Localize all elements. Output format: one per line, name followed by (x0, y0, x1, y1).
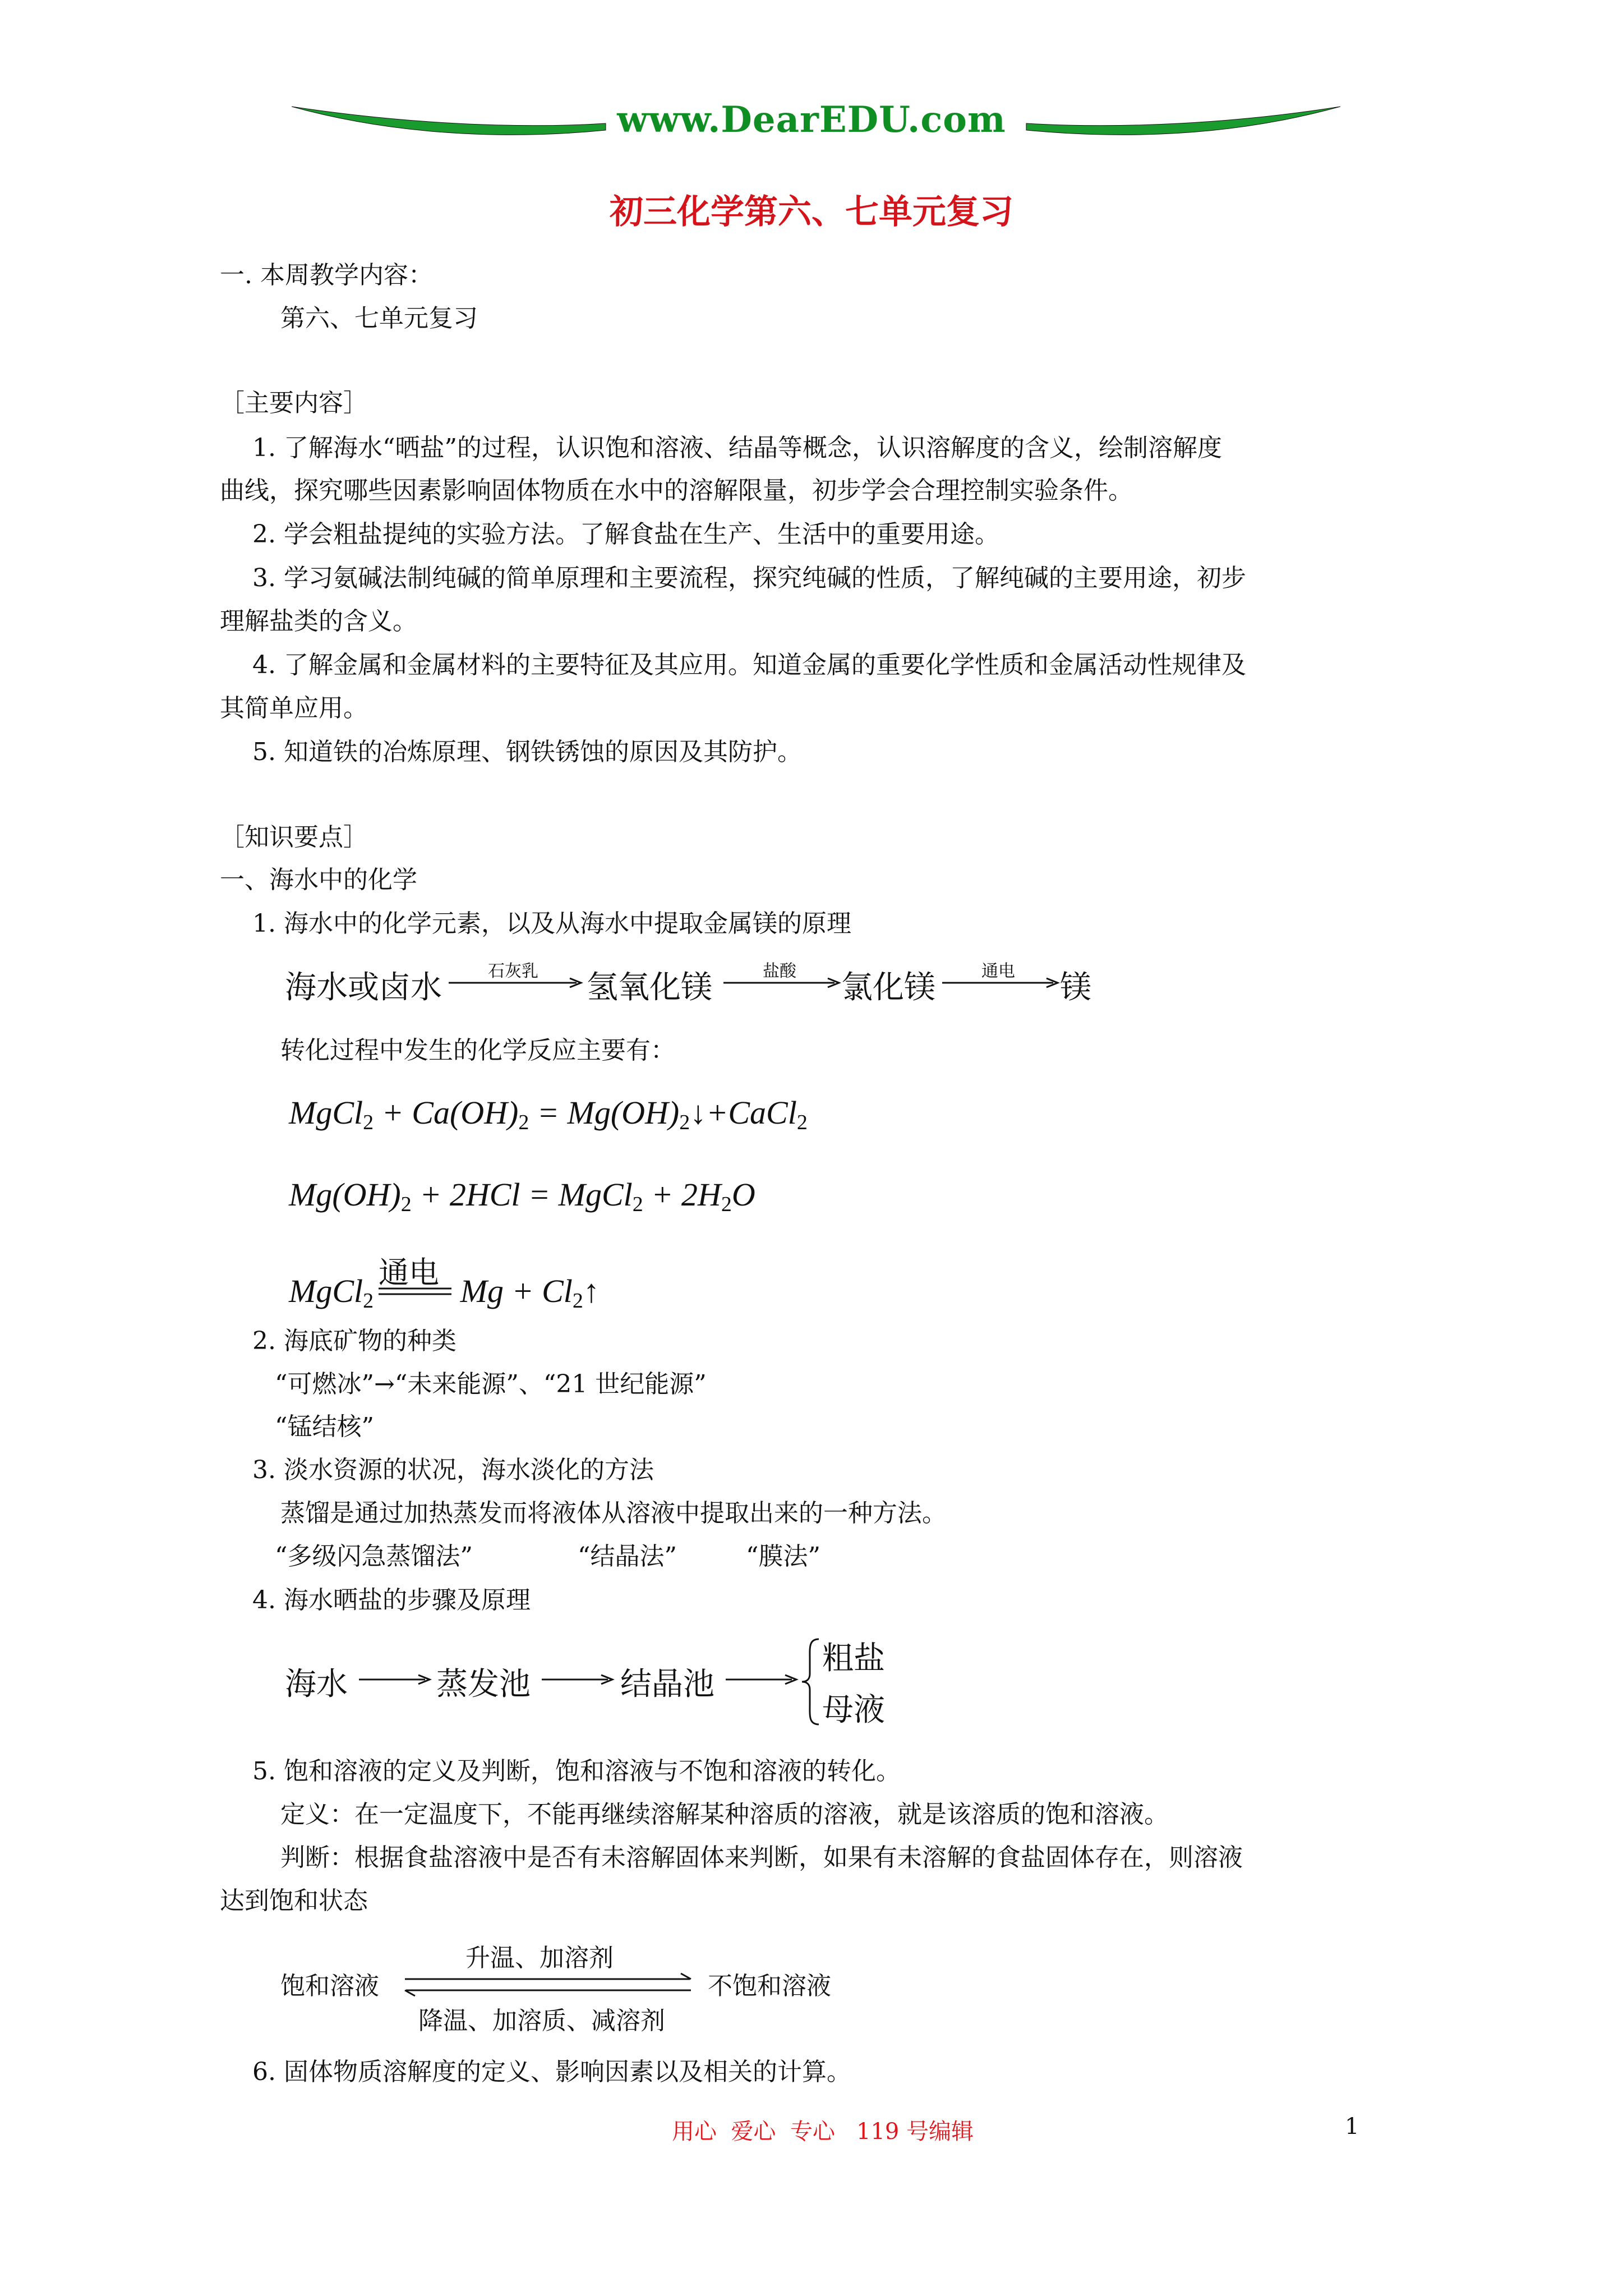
right-arrow-icon (942, 976, 1060, 990)
list-item: 5. 饱和溶液的定义及判断，饱和溶液与不饱和溶液的转化。 (252, 1757, 901, 1786)
right-arrow-icon (723, 976, 841, 990)
unsaturated-solution: 不饱和溶液 (708, 1972, 831, 2000)
conversion-top-label: 升温、加溶剂 (465, 1944, 614, 1972)
arrow-label: 石灰乳 (488, 961, 538, 981)
flow-step: 蒸发池 (436, 1666, 531, 1703)
page-number: 1 (1345, 2114, 1359, 2139)
list-item: 2. 海底矿物的种类 (252, 1327, 457, 1355)
equation-2: $Mg(OH)_2 + 2HCl$ = MgCl$_2$ + $2H_2O$ (289, 1176, 755, 1216)
flow-step: 海水或卤水 (285, 969, 442, 1006)
list-item: 曲线，探究哪些因素影响固体物质在水中的溶解限量，初步学会合理控制实验条件。 (220, 476, 1133, 505)
right-arrow-icon (726, 1673, 799, 1686)
list-item: 3. 学习氨碱法制纯碱的简单原理和主要流程，探究纯碱的性质，了解纯碱的主要用途，初步 (252, 564, 1246, 592)
section-content: 第六、七单元复习 (280, 304, 478, 333)
flow-step: 氢氧化镁 (587, 969, 712, 1006)
page-title: 初三化学第六、七单元复习 (610, 192, 1013, 232)
list-item: 其简单应用。 (220, 694, 368, 723)
flow-step: 镁 (1060, 969, 1091, 1006)
text-line: “可燃冰”→“未来能源”、“21 世纪能源” (275, 1370, 707, 1398)
list-item: 2. 学会粗盐提纯的实验方法。了解食盐在生产、生活中的重要用途。 (252, 520, 999, 549)
arrow-label: 通电 (981, 961, 1015, 981)
flow-step: 结晶池 (620, 1666, 714, 1703)
reaction-condition: 通电 (379, 1255, 439, 1290)
footer-text: 用心 爱心 专心 119 号编辑 (672, 2119, 974, 2145)
branch-item: 粗盐 (822, 1640, 885, 1677)
arrow-label: 盐酸 (763, 961, 796, 981)
conversion-bottom-label: 降温、加溶质、减溶剂 (418, 2007, 665, 2035)
left-brace-icon (800, 1637, 822, 1727)
method-3: “膜法” (746, 1542, 820, 1571)
section-heading: 一、海水中的化学 (220, 866, 417, 894)
site-logo-text[interactable]: www.DearEDU.com (617, 99, 1006, 141)
list-item: 5. 知道铁的冶炼原理、钢铁锈蚀的原因及其防护。 (252, 738, 802, 766)
right-arrow-icon (542, 1673, 615, 1686)
reaction-intro: 转化过程中发生的化学反应主要有： (280, 1036, 675, 1065)
list-item: 4. 海水晒盐的步骤及原理 (252, 1586, 531, 1614)
right-arrow-icon (449, 976, 583, 990)
flow-step: 海水 (285, 1666, 348, 1703)
list-item: 6. 固体物质溶解度的定义、影响因素以及相关的计算。 (252, 2058, 851, 2086)
flow-step: 氯化镁 (841, 969, 935, 1006)
list-item: 理解盐类的含义。 (220, 607, 417, 636)
list-item: 3. 淡水资源的状况，海水淡化的方法 (252, 1456, 654, 1484)
method-1: “多级闪急蒸馏法” (275, 1542, 473, 1571)
main-content-label: ［主要内容］ (220, 389, 368, 417)
method-2: “结晶法” (578, 1542, 677, 1571)
reversible-arrow-icon (403, 1972, 694, 1997)
equals-double-line (379, 1286, 451, 1297)
section-heading: 一. 本周教学内容： (220, 261, 433, 289)
list-item: 1. 海水中的化学元素，以及从海水中提取金属镁的原理 (252, 909, 851, 938)
knowledge-label: ［知识要点］ (220, 823, 368, 852)
right-arrow-icon (359, 1673, 432, 1686)
branch-item: 母液 (822, 1692, 885, 1728)
list-item: 1. 了解海水“晒盐”的过程，认识饱和溶液、结晶等概念，认识溶解度的含义，绘制溶解度 (252, 434, 1222, 462)
saturated-solution: 饱和溶液 (280, 1972, 379, 2000)
judgement-cont: 达到饱和状态 (220, 1887, 368, 1915)
list-item: 4. 了解金属和金属材料的主要特征及其应用。知道金属的重要化学性质和金属活动性规律及 (252, 651, 1246, 679)
definition: 定义：在一定温度下，不能再继续溶解某种溶质的溶液，就是该溶质的饱和溶液。 (280, 1800, 1169, 1829)
equation-1: MgCl$_2$ + $Ca(OH)_2$ = $Mg(OH)_2↓+CaCl_2$ (289, 1094, 808, 1134)
text-line: 蒸馏是通过加热蒸发而将液体从溶液中提取出来的一种方法。 (280, 1499, 947, 1527)
text-line: “锰结核” (275, 1412, 374, 1441)
equation-3: MgCl$_2$ $Mg + Cl_2↑$ (289, 1273, 600, 1313)
judgement: 判断：根据食盐溶液中是否有未溶解固体来判断，如果有未溶解的食盐固体存在，则溶液 (280, 1843, 1243, 1872)
